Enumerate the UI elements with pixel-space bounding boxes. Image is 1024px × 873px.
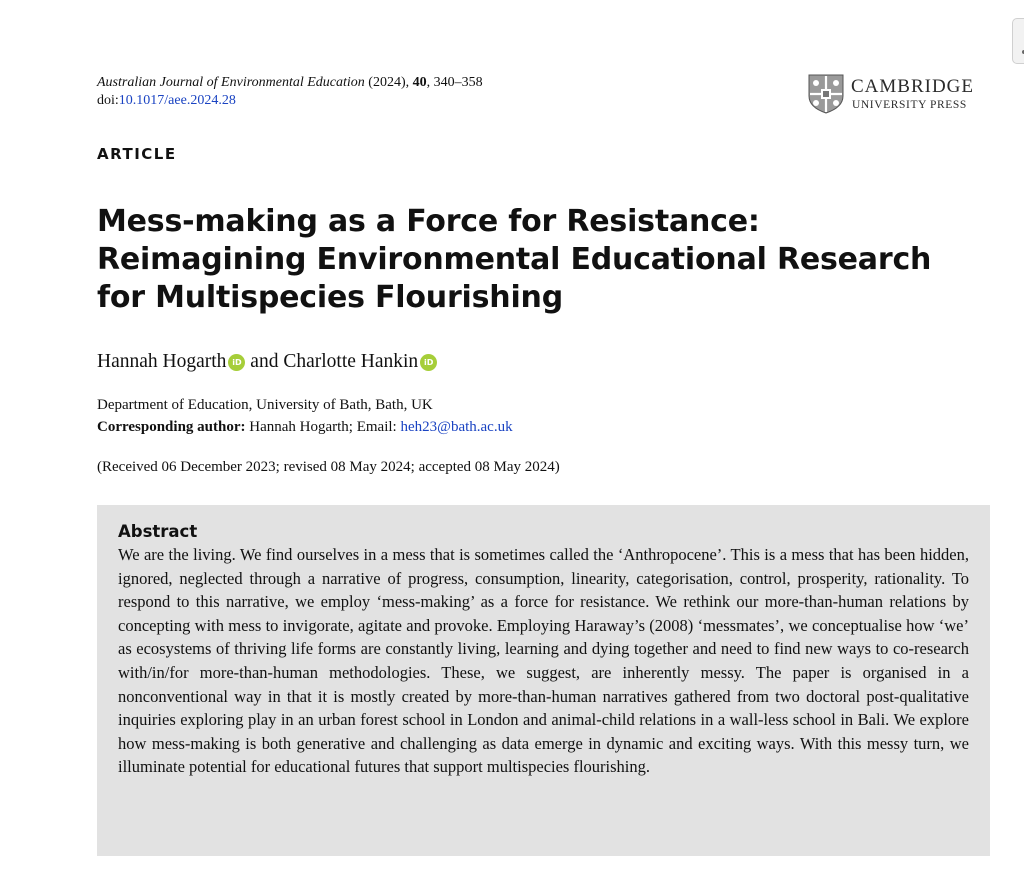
orcid-icon[interactable]: iD [228, 354, 245, 371]
article-type-label: ARTICLE [97, 145, 177, 163]
corresponding-label: Corresponding author: [97, 419, 246, 435]
received-dates: (Received 06 December 2023; revised 08 May 2024; accepted 08 May 2024) [97, 459, 560, 475]
author-list [97, 349, 437, 375]
author-name[interactable]: Hannah Hogarth [97, 351, 227, 372]
corresponding-author [97, 416, 513, 438]
doi-line [97, 92, 483, 110]
journal-citation [97, 74, 483, 92]
publisher-subname: UNIVERSITY PRESS [852, 99, 967, 111]
page-range: , 340–358 [426, 75, 483, 90]
doi-prefix: doi: [97, 93, 119, 108]
citation-year: (2024), [364, 75, 413, 90]
publisher-name: CAMBRIDGE [851, 76, 975, 97]
volume-number: 40 [412, 75, 427, 90]
publisher-logo [808, 74, 992, 116]
side-panel-tab[interactable] [1012, 18, 1024, 64]
orcid-icon[interactable]: iD [420, 354, 437, 371]
abstract-text: We are the living. We find ourselves in a mess that is sometimes called the ‘Anthropocene’. This is a mess that has been hidden, ignored, neglected through a narrative of progress, consumption, linearity, categorisation, control, prosperity, rationality. To respond to this narrative, we employ ‘mess-making’ as a force for resistance. We rethink our more-than-human relations by concepting with mess to invigorate, agitate and provoke. Employing Haraway’s (2008) ‘messmates’, we conceptualise how ‘we’ as ecosystems of thriving life forms are constantly living, learning and dying together and need to find new ways to co-research with/in/for more-than-human methodologies. These, we suggest, are inherently messy. The paper is organised in a nonconventional way in that it is mostly created by more-than-human narratives gathered from two doctoral post-qualitative inquiries exploring play in an urban forest school in London and animal-child relations in a wall-less school in Bali. We explore how mess-making is both generative and challenging as data emerge in dynamic and exciting ways. With this messy turn, we illuminate potential for educational futures that support multispecies flourishing. [118, 545, 969, 777]
author-conjunction: and [245, 351, 284, 372]
doi-link[interactable]: 10.1017/aee.2024.28 [118, 93, 236, 108]
corresponding-text: Hannah Hogarth; Email: [245, 419, 401, 435]
article-title: Mess-making as a Force for Resistance: Reimagining Environmental Educational Research for Multispecies Flourishing [97, 204, 932, 315]
citation-block [97, 74, 483, 110]
author-name[interactable]: Charlotte Hankin [283, 351, 419, 372]
journal-name: Australian Journal of Environmental Education [97, 75, 365, 90]
cambridge-shield-icon [808, 74, 844, 114]
abstract-heading: Abstract [118, 522, 198, 541]
abstract-box [97, 505, 990, 856]
department: Department of Education, University of Bath, Bath, UK [97, 397, 433, 413]
email-link[interactable]: heh23@bath.ac.uk [400, 419, 513, 435]
affiliation-block [97, 394, 513, 438]
